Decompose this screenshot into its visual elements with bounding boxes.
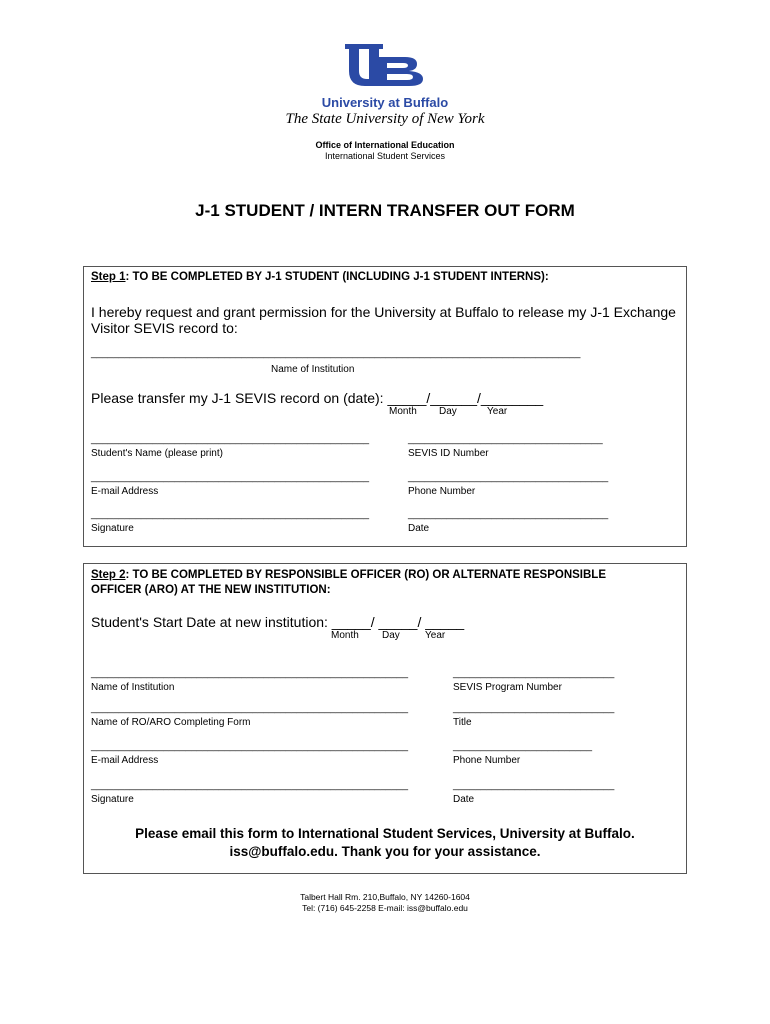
student-phone-label: Phone Number — [408, 486, 476, 497]
step2-heading-text-line1: : TO BE COMPLETED BY RESPONSIBLE OFFICER (RO) OR ALTERNATE RESPONSIBLE — [125, 569, 606, 581]
ro-email-field[interactable]: _________________________________________________________ — [91, 741, 409, 752]
student-email-field[interactable]: __________________________________________________ — [91, 472, 370, 483]
office-name: Office of International Education — [315, 140, 455, 150]
step1-year-label: Year — [487, 406, 508, 417]
institution-name-field[interactable]: ________________________________________________________________________________________ — [91, 348, 581, 359]
start-date-field[interactable]: Student's Start Date at new institution: _____/ _____/ _____ — [91, 614, 465, 630]
sevis-id-label: SEVIS ID Number — [408, 448, 489, 459]
ro-name-label: Name of RO/ARO Completing Form — [91, 717, 251, 728]
footer-message-line1: Please email this form to International Student Services, University at Buffalo. — [135, 826, 635, 841]
step1-request-line1: I hereby request and grant permission for the University at Buffalo to release my J-1 Exchange — [91, 304, 676, 320]
new-institution-label: Name of Institution — [91, 682, 175, 693]
step1-heading-text: : TO BE COMPLETED BY J-1 STUDENT (INCLUDING J-1 STUDENT INTERNS): — [125, 271, 549, 283]
new-institution-field[interactable]: _________________________________________________________ — [91, 668, 409, 679]
form-title: J-1 STUDENT / INTERN TRANSFER OUT FORM — [195, 201, 575, 220]
transfer-date-field[interactable]: Please transfer my J-1 SEVIS record on (date): _____/______/________ — [91, 390, 544, 406]
student-name-field[interactable]: __________________________________________________ — [91, 434, 370, 445]
ro-signature-label: Signature — [91, 794, 134, 805]
student-signature-field[interactable]: __________________________________________________ — [91, 509, 370, 520]
sevis-program-field[interactable]: _____________________________ — [453, 668, 615, 679]
student-signature-label: Signature — [91, 523, 134, 534]
ro-title-label: Title — [453, 717, 472, 728]
office-contact: Tel: (716) 645-2258 E-mail: iss@buffalo.edu — [302, 903, 468, 913]
step2-heading — [91, 569, 606, 581]
student-date-field[interactable]: ____________________________________ — [408, 509, 609, 520]
step2-year-label: Year — [425, 630, 446, 641]
ro-signature-field[interactable]: _________________________________________________________ — [91, 780, 409, 791]
step1-request-line2: Visitor SEVIS record to: — [91, 320, 238, 336]
step1-day-label: Day — [439, 406, 457, 417]
ro-phone-label: Phone Number — [453, 755, 521, 766]
ro-phone-field[interactable]: _________________________ — [453, 741, 593, 752]
ro-email-label: E-mail Address — [91, 755, 159, 766]
ro-date-label: Date — [453, 794, 475, 805]
step2-month-label: Month — [331, 630, 359, 641]
ro-date-field[interactable]: _____________________________ — [453, 780, 615, 791]
university-name: University at Buffalo — [321, 95, 449, 110]
step2-day-label: Day — [382, 630, 400, 641]
student-date-label: Date — [408, 523, 430, 534]
ro-name-field[interactable]: _________________________________________________________ — [91, 703, 409, 714]
step2-heading-line2: OFFICER (ARO) AT THE NEW INSTITUTION: — [91, 584, 331, 596]
student-phone-field[interactable]: ____________________________________ — [408, 472, 609, 483]
student-email-label: E-mail Address — [91, 486, 159, 497]
footer-message-line2: iss@buffalo.edu. Thank you for your assistance. — [229, 844, 541, 859]
services-name: International Student Services — [324, 151, 446, 161]
ub-logo — [343, 44, 425, 86]
step1-heading — [91, 271, 549, 283]
ro-title-field[interactable]: _____________________________ — [453, 703, 615, 714]
step1-label: Step 1 — [91, 271, 126, 283]
office-address: Talbert Hall Rm. 210,Buffalo, NY 14260-1604 — [300, 892, 470, 902]
institution-name-label: Name of Institution — [271, 364, 355, 375]
step1-month-label: Month — [389, 406, 417, 417]
student-name-label: Student's Name (please print) — [91, 448, 223, 459]
suny-subtitle: The State University of New York — [285, 111, 485, 127]
sevis-program-label: SEVIS Program Number — [453, 682, 562, 693]
step2-label: Step 2 — [91, 569, 126, 581]
sevis-id-field[interactable]: ___________________________________ — [408, 434, 603, 445]
